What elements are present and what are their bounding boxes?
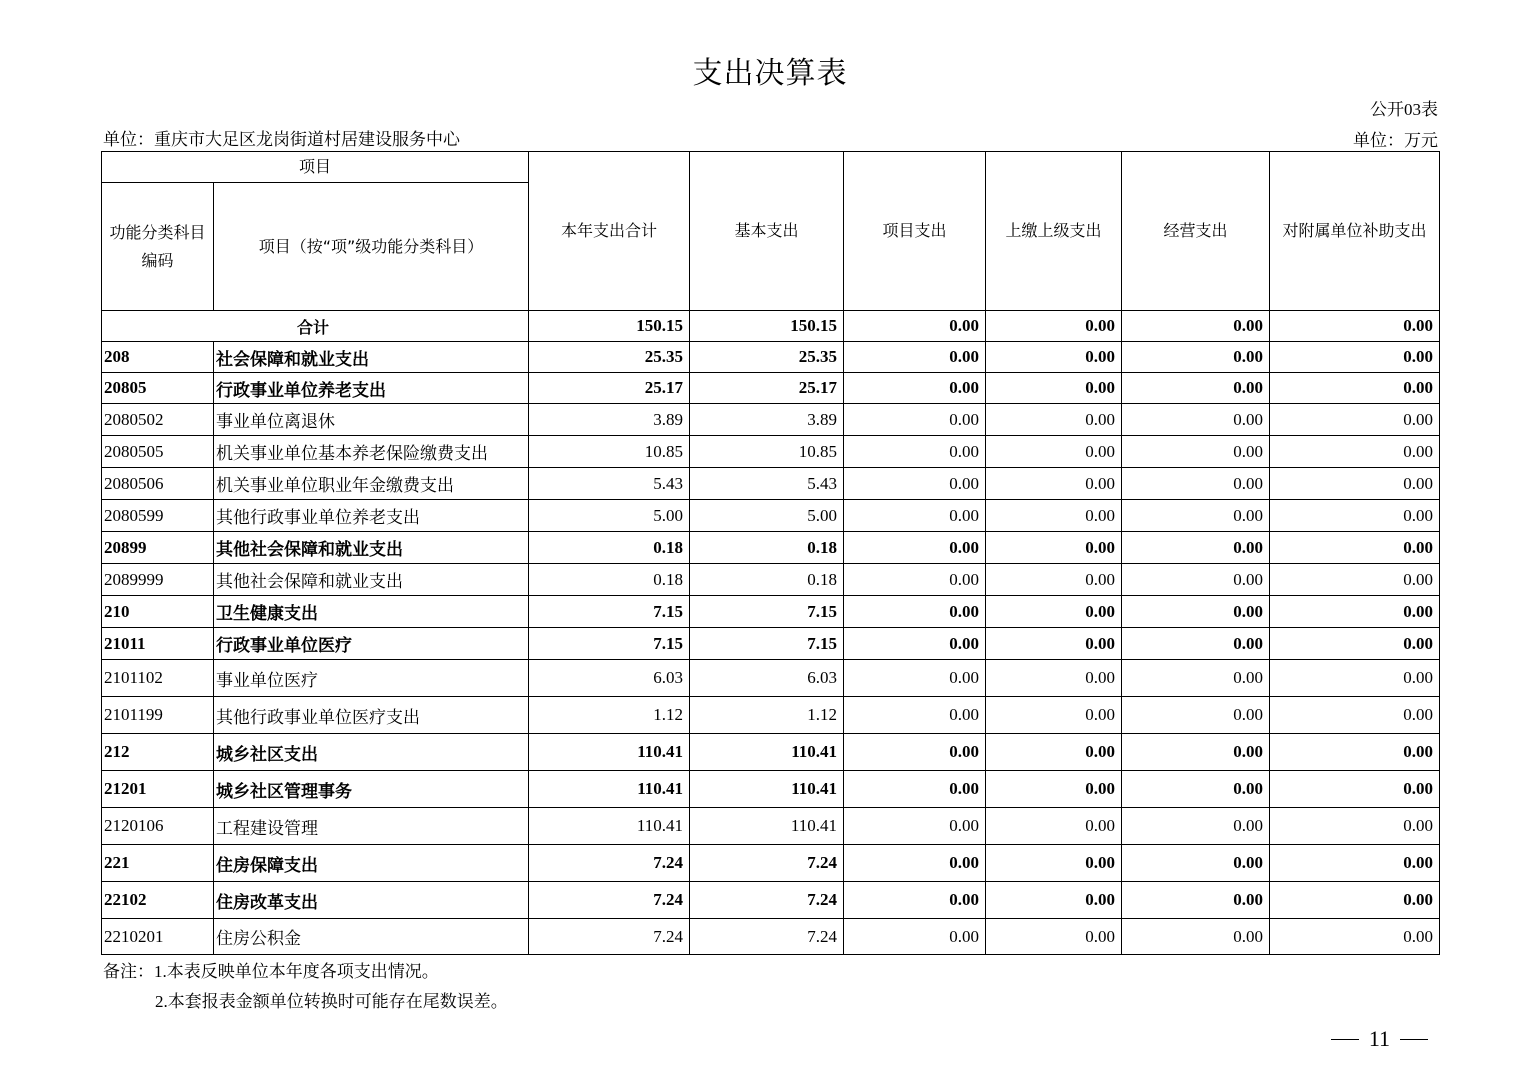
subject-name: 卫生健康支出 [214,596,529,628]
total-cell: 0.00 [986,311,1122,342]
amount-cell: 5.43 [690,468,844,500]
amount-cell: 7.15 [529,596,690,628]
subject-name: 其他行政事业单位医疗支出 [214,697,529,734]
subject-name: 城乡社区支出 [214,734,529,771]
amount-cell: 0.00 [1122,500,1270,532]
amount-cell: 0.00 [1122,628,1270,660]
subject-name: 工程建设管理 [214,808,529,845]
table-row [102,919,1440,955]
amount-cell: 0.00 [1270,342,1440,373]
subject-name: 机关事业单位基本养老保险缴费支出 [214,436,529,468]
table-row [102,373,1440,404]
amount-cell: 0.00 [844,845,986,882]
subject-name: 社会保障和就业支出 [214,342,529,373]
header-subsidy: 对附属单位补助支出 [1270,152,1440,311]
form-number: 公开03表 [1370,100,1438,119]
currency-unit: 单位：万元 [1353,131,1438,150]
amount-cell: 7.15 [529,628,690,660]
subject-code: 2080505 [102,436,214,468]
amount-cell: 0.00 [844,436,986,468]
header-project-expenditure: 项目支出 [844,152,986,311]
amount-cell: 0.00 [986,373,1122,404]
subject-code: 2080599 [102,500,214,532]
amount-cell: 0.00 [844,808,986,845]
amount-cell: 0.00 [1122,532,1270,564]
amount-cell: 7.24 [529,882,690,919]
amount-cell: 0.00 [844,468,986,500]
header-code: 功能分类科目编码 [102,183,214,311]
amount-cell: 1.12 [690,697,844,734]
subject-code: 221 [102,845,214,882]
total-cell: 0.00 [844,311,986,342]
table-row [102,468,1440,500]
table-row [102,734,1440,771]
amount-cell: 0.00 [986,342,1122,373]
subject-code: 21201 [102,771,214,808]
table-row [102,882,1440,919]
amount-cell: 0.00 [1270,500,1440,532]
table-row [102,845,1440,882]
amount-cell: 0.00 [1122,436,1270,468]
subject-code: 208 [102,342,214,373]
amount-cell: 0.00 [986,697,1122,734]
total-cell: 150.15 [529,311,690,342]
subject-name: 其他行政事业单位养老支出 [214,500,529,532]
dash-left [1331,1039,1359,1040]
table-row [102,628,1440,660]
amount-cell: 110.41 [529,771,690,808]
subject-code: 2120106 [102,808,214,845]
subject-code: 2080502 [102,404,214,436]
amount-cell: 0.00 [844,342,986,373]
amount-cell: 0.00 [844,596,986,628]
subject-name: 住房改革支出 [214,882,529,919]
amount-cell: 0.00 [986,808,1122,845]
amount-cell: 25.35 [690,342,844,373]
amount-cell: 25.35 [529,342,690,373]
amount-cell: 10.85 [690,436,844,468]
amount-cell: 0.00 [986,532,1122,564]
subject-name: 住房公积金 [214,919,529,955]
amount-cell: 0.00 [986,628,1122,660]
subject-name: 机关事业单位职业年金缴费支出 [214,468,529,500]
total-cell: 0.00 [1270,311,1440,342]
amount-cell: 0.00 [844,500,986,532]
amount-cell: 1.12 [529,697,690,734]
amount-cell: 5.00 [690,500,844,532]
table-row [102,660,1440,697]
header-total: 本年支出合计 [529,152,690,311]
amount-cell: 0.00 [1270,628,1440,660]
amount-cell: 0.00 [844,919,986,955]
table-row [102,404,1440,436]
header-name: 项目（按“项”级功能分类科目） [214,183,529,311]
amount-cell: 0.00 [844,404,986,436]
amount-cell: 0.00 [1270,660,1440,697]
amount-cell: 0.00 [986,845,1122,882]
table-row [102,500,1440,532]
amount-cell: 0.00 [1122,734,1270,771]
subject-code: 2089999 [102,564,214,596]
amount-cell: 0.00 [1270,808,1440,845]
amount-cell: 0.00 [1270,596,1440,628]
amount-cell: 0.00 [1270,468,1440,500]
amount-cell: 6.03 [529,660,690,697]
note-1: 备注：1.本表反映单位本年度各项支出情况。 [103,962,439,981]
header-upper-level: 上缴上级支出 [986,152,1122,311]
amount-cell: 6.03 [690,660,844,697]
page-number [1321,1026,1438,1052]
subject-name: 行政事业单位医疗 [214,628,529,660]
amount-cell: 0.00 [986,660,1122,697]
header-business: 经营支出 [1122,152,1270,311]
subject-code: 2101199 [102,697,214,734]
table-row [102,771,1440,808]
amount-cell: 0.00 [844,628,986,660]
page-title: 支出决算表 [692,56,848,91]
total-label: 合计 [102,311,529,342]
amount-cell: 0.00 [1270,845,1440,882]
subject-code: 22102 [102,882,214,919]
amount-cell: 7.24 [690,882,844,919]
header-project: 项目 [102,152,529,183]
amount-cell: 0.18 [690,532,844,564]
table-row [102,596,1440,628]
amount-cell: 0.00 [1122,342,1270,373]
table-row [102,436,1440,468]
amount-cell: 0.18 [529,532,690,564]
amount-cell: 0.18 [529,564,690,596]
amount-cell: 5.43 [529,468,690,500]
amount-cell: 0.00 [1122,373,1270,404]
amount-cell: 7.24 [529,845,690,882]
subject-code: 2080506 [102,468,214,500]
amount-cell: 0.00 [1122,882,1270,919]
amount-cell: 110.41 [690,808,844,845]
amount-cell: 0.00 [1122,468,1270,500]
amount-cell: 0.00 [1270,436,1440,468]
total-cell: 150.15 [690,311,844,342]
subject-code: 20805 [102,373,214,404]
amount-cell: 0.00 [844,532,986,564]
amount-cell: 110.41 [690,734,844,771]
table-row [102,697,1440,734]
amount-cell: 7.24 [529,919,690,955]
amount-cell: 0.00 [986,436,1122,468]
subject-name: 事业单位离退休 [214,404,529,436]
total-cell: 0.00 [1122,311,1270,342]
amount-cell: 0.00 [844,882,986,919]
amount-cell: 5.00 [529,500,690,532]
amount-cell: 0.00 [1122,564,1270,596]
amount-cell: 0.00 [1270,532,1440,564]
amount-cell: 0.00 [986,919,1122,955]
amount-cell: 0.00 [1270,404,1440,436]
amount-cell: 0.00 [1122,771,1270,808]
amount-cell: 10.85 [529,436,690,468]
amount-cell: 0.00 [986,596,1122,628]
subject-name: 行政事业单位养老支出 [214,373,529,404]
amount-cell: 0.00 [1270,697,1440,734]
subject-name: 城乡社区管理事务 [214,771,529,808]
table-row [102,808,1440,845]
dash-right [1400,1039,1428,1040]
amount-cell: 25.17 [529,373,690,404]
amount-cell: 0.00 [1122,808,1270,845]
amount-cell: 0.00 [1122,919,1270,955]
subject-code: 20899 [102,532,214,564]
total-row [102,311,1440,342]
subject-name: 其他社会保障和就业支出 [214,564,529,596]
table-row [102,532,1440,564]
amount-cell: 0.00 [844,564,986,596]
subject-name: 事业单位医疗 [214,660,529,697]
amount-cell: 0.00 [844,771,986,808]
amount-cell: 0.00 [1122,845,1270,882]
amount-cell: 0.00 [1122,596,1270,628]
amount-cell: 0.00 [986,564,1122,596]
amount-cell: 0.00 [986,771,1122,808]
amount-cell: 25.17 [690,373,844,404]
amount-cell: 0.00 [1122,404,1270,436]
subject-code: 2101102 [102,660,214,697]
subject-name: 其他社会保障和就业支出 [214,532,529,564]
amount-cell: 7.15 [690,628,844,660]
amount-cell: 0.00 [844,373,986,404]
amount-cell: 7.15 [690,596,844,628]
table-row [102,564,1440,596]
amount-cell: 0.00 [986,500,1122,532]
amount-cell: 0.18 [690,564,844,596]
amount-cell: 110.41 [529,734,690,771]
amount-cell: 0.00 [844,734,986,771]
amount-cell: 0.00 [844,660,986,697]
amount-cell: 0.00 [986,468,1122,500]
amount-cell: 0.00 [1270,919,1440,955]
expenditure-table [101,151,1440,955]
amount-cell: 110.41 [690,771,844,808]
amount-cell: 0.00 [1270,882,1440,919]
amount-cell: 3.89 [529,404,690,436]
subject-code: 212 [102,734,214,771]
amount-cell: 110.41 [529,808,690,845]
reporting-unit: 单位：重庆市大足区龙岗街道村居建设服务中心 [103,130,460,149]
amount-cell: 0.00 [1270,373,1440,404]
amount-cell: 0.00 [986,734,1122,771]
subject-name: 住房保障支出 [214,845,529,882]
subject-code: 210 [102,596,214,628]
header-basic: 基本支出 [690,152,844,311]
amount-cell: 0.00 [1270,771,1440,808]
subject-code: 21011 [102,628,214,660]
subject-code: 2210201 [102,919,214,955]
amount-cell: 0.00 [1270,734,1440,771]
amount-cell: 3.89 [690,404,844,436]
table-row [102,342,1440,373]
amount-cell: 0.00 [1270,564,1440,596]
amount-cell: 7.24 [690,919,844,955]
amount-cell: 0.00 [1122,660,1270,697]
amount-cell: 7.24 [690,845,844,882]
note-2: 2.本套报表金额单位转换时可能存在尾数误差。 [155,992,508,1011]
page-number-text: 11 [1368,1026,1390,1051]
amount-cell: 0.00 [844,697,986,734]
amount-cell: 0.00 [1122,697,1270,734]
amount-cell: 0.00 [986,882,1122,919]
amount-cell: 0.00 [986,404,1122,436]
